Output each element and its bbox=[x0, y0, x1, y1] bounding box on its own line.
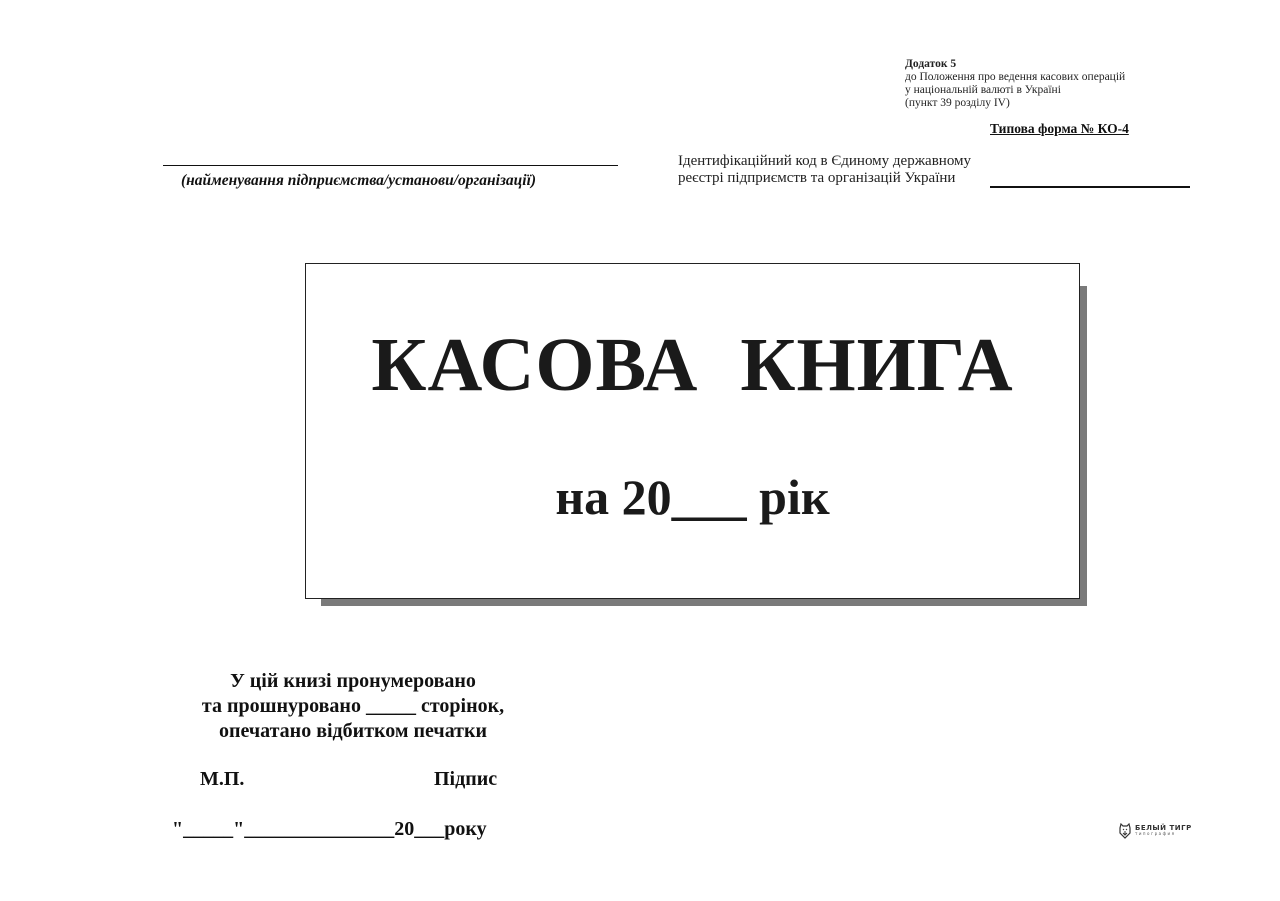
book-year: на 20___ рік bbox=[555, 469, 830, 525]
certification-line: та прошнуровано _____ сторінок, bbox=[201, 695, 505, 717]
annex-line: до Положення про ведення касових операцій bbox=[905, 71, 1126, 83]
id-code-line: Ідентифікаційний код в Єдиному державному bbox=[678, 153, 972, 169]
certification-line: опечатано відбитком печатки bbox=[218, 720, 488, 742]
organization-caption: (найменування підприємства/установи/організації) bbox=[181, 172, 537, 189]
annex-title: Додаток 5 bbox=[905, 58, 957, 70]
annex-note bbox=[905, 58, 1125, 110]
printer-logo bbox=[1118, 823, 1192, 839]
id-code-field bbox=[990, 186, 1190, 188]
annex-line: у національній валюті в Україні bbox=[905, 84, 1061, 96]
id-code-line: реєстрі підприємств та організацій України bbox=[678, 170, 956, 186]
organization-name-field bbox=[163, 165, 618, 166]
form-type-label: Типова форма № КО-4 bbox=[990, 121, 1129, 136]
date-line: "_____"_______________20___року bbox=[172, 818, 487, 840]
id-code-label bbox=[678, 153, 971, 187]
title-box bbox=[305, 263, 1080, 599]
stamp-label: М.П. bbox=[200, 768, 245, 790]
logo-subtitle: типография bbox=[1135, 831, 1176, 836]
logo-name: БЕЛЫЙ ТИГР bbox=[1135, 824, 1192, 832]
annex-line: (пункт 39 розділу IV) bbox=[905, 97, 1010, 109]
tiger-icon bbox=[1118, 823, 1132, 839]
certification-text bbox=[163, 669, 543, 744]
certification-line: У цій книзі пронумеровано bbox=[230, 670, 476, 692]
book-title: КАСОВА КНИГА bbox=[371, 323, 1014, 407]
signature-label: Підпис bbox=[434, 768, 498, 790]
